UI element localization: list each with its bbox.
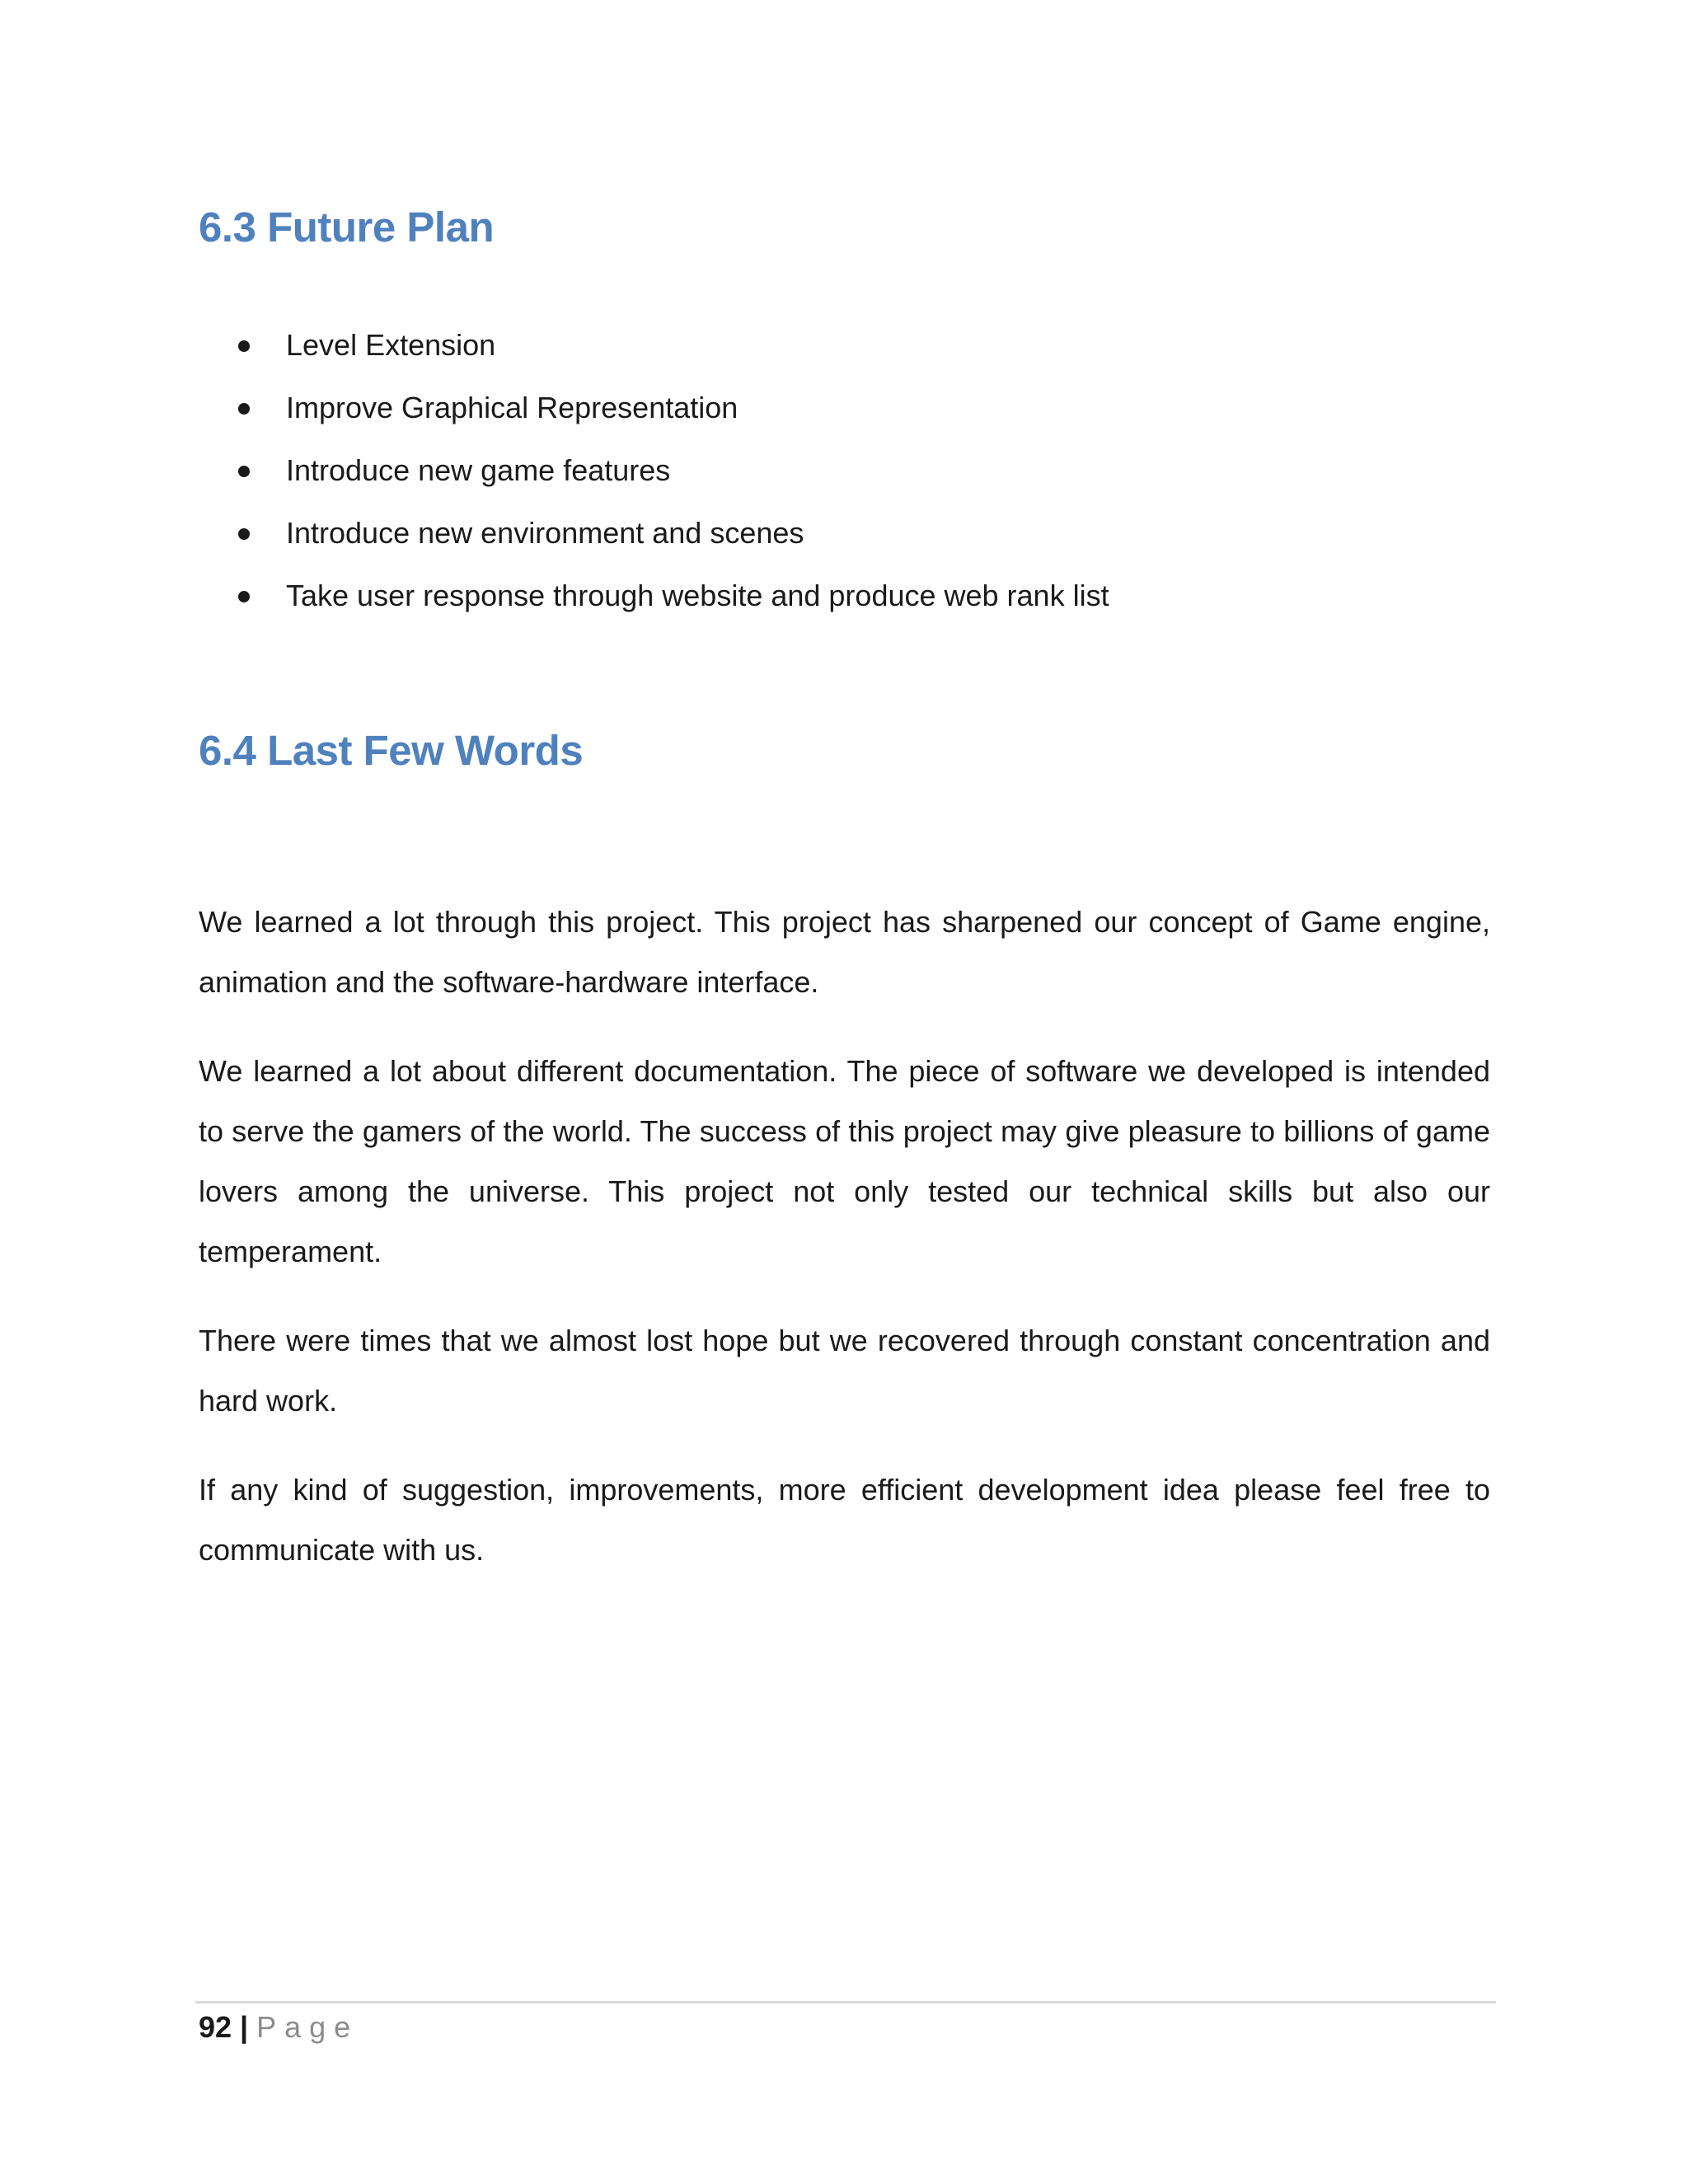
section-heading-future-plan: 6.3 Future Plan [199, 204, 495, 251]
list-item-text: Improve Graphical Representation [286, 391, 738, 424]
paragraph: We learned a lot about different documentation. The piece of software we developed is intended to serve the gamers of the world. The success of this project may give pleasure to billions of game lovers among the universe. This project not only tested our technical skills but also our temperament. [199, 1054, 1490, 1268]
section-heading-last-few-words: 6.4 Last Few Words [199, 727, 584, 774]
paragraph: If any kind of suggestion, improvements, more efficient development idea please feel free to communicate with us. [199, 1473, 1490, 1567]
paragraph: There were times that we almost lost hope but we recovered through constant concentration and hard work. [199, 1324, 1490, 1418]
footer-divider [195, 2001, 1496, 2004]
page-label: Page [256, 2010, 359, 2044]
bullet-icon [238, 403, 250, 415]
bullet-icon [238, 340, 250, 352]
page-footer [199, 2004, 359, 2050]
bullet-icon [238, 466, 250, 477]
bullet-icon [238, 528, 250, 540]
list-item-text: Introduce new game features [286, 453, 671, 487]
list-item-text: Introduce new environment and scenes [286, 516, 804, 550]
bullet-icon [238, 591, 250, 602]
list-item-text: Take user response through website and produce web rank list [286, 579, 1109, 612]
footer-separator: | [240, 2010, 249, 2044]
list-item-text: Level Extension [286, 328, 496, 362]
paragraph: We learned a lot through this project. This project has sharpened our concept of Game engine, animation and the software-hardware interface. [199, 905, 1490, 999]
page-number: 92 [199, 2010, 232, 2044]
